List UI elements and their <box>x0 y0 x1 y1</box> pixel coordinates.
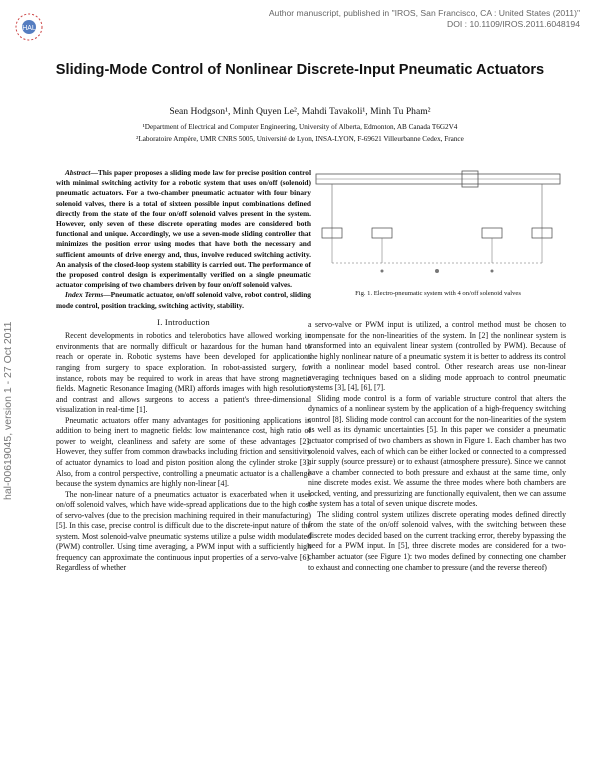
index-terms <box>56 290 311 310</box>
header-line-1: Author manuscript, published in "IROS, San Francisco, CA : United States (2011)" <box>268 8 580 18</box>
intro-paragraph-1: Recent developments in robotics and telerobotics have allowed working in environments that are normally difficult or hazardous for the human hand to reach or operate in. Robotic systems have been developed for applications ranging from surgery to space exploration. In robot-assisted surgery, for instance, robots may be required to work in areas that have strong magnetic fields. Magnetic Resonance Imaging (MRI) affords images with high resolution and contrast and allows surgeons to access a patient's three-dimensional visualization in real-time [1]. <box>56 331 311 415</box>
affiliations <box>0 122 600 145</box>
right-paragraph-3: The sliding control system utilizes discrete operating modes defined directly from the state of the on/off solenoid valves, with the switching between these discrete modes decided based on the current tracking error, thereby bypassing the need for a PWM input. In [5], three discrete modes are considered for a two-chamber actuator (see Figure 1): two modes defined by connecting one chamber to exhaust and connecting one chamber to pressure (and the reverse thereof) <box>308 509 566 572</box>
author-list: Sean Hodgson¹, Minh Quyen Le², Mahdi Tavakoli¹, Minh Tu Pham² <box>169 106 431 117</box>
abstract <box>56 168 311 290</box>
section-heading: I. Introduction <box>157 316 210 327</box>
abstract-label: Abstract <box>65 168 91 177</box>
electro-pneumatic-figure <box>312 168 564 278</box>
right-paragraph-2: Sliding mode control is a form of variable structure control that alters the dynamics of a nonlinear system by the application of a high-frequency switching control [8]. Sliding mode control can account for the non-linearities of the system as well as its dynamic uncertainties [5]. In this paper we consider a pneumatic actuator comprised of two chambers as shown in Figure 1. Each chamber has two solenoid valves, each of which can be either locked or connected to a compressed air supply (source pressure) or to exhaust (atmosphere pressure). Since we cannot have a chamber connected to both pressure and exhaust at the same time, only nine discrete modes exist. We assume the three modes where both chambers are locked, venting, and pressurizing are functionally equivalent, then we can assume the system has a total of seven unique discrete modes. <box>308 393 566 509</box>
affiliation-1: ¹Department of Electrical and Computer Engineering, University of Alberta, Edmonton, AB Canada T6G2V4 <box>142 123 458 131</box>
paper-title: Sliding-Mode Control of Nonlinear Discrete-Input Pneumatic Actuators <box>55 62 545 78</box>
intro-paragraph-3: The non-linear nature of a pneumatics actuator is exacerbated when it uses on/off solenoid valves, which have wide-spread applications due to the high cost of servo-valves (due to the precision machining required in their manufacturing) [5]. In this case, precise control is difficult due to the discrete-input nature of the system. Most solenoid-valve pneumatic systems utilize a pulse width modulated (PWM) controller. Using time averaging, a PWM input with a sufficiently high frequency can approximate the continuous input properties of a servo-valve [6]. Regardless of whether <box>56 489 311 573</box>
figure-caption: Fig. 1. Electro-pneumatic system with 4 on/off solenoid valves <box>355 290 521 297</box>
header-doi[interactable]: DOI : 10.1109/IROS.2011.6048194 <box>447 19 580 29</box>
hal-side-identifier: hal-00619045, version 1 - 27 Oct 2011 <box>2 321 14 500</box>
left-column <box>56 168 311 574</box>
index-terms-text: —Pneumatic actuator, on/off solenoid valve, robot control, sliding mode control, position tracking, switching activity, stability. <box>56 290 311 310</box>
intro-paragraph-2: Pneumatic actuators offer many advantages for positioning applications in addition to being inert to magnetic fields: low maintenance cost, high ratio of power to weight, cleanliness and safety are some of these advantages [2]. However, they suffer from common drawbacks including friction and sensitivity of actuator dynamics to load and piston position along the cylinder stroke [3]. Also, from a control perspective, controlling a pneumatic actuator is a challenge because the system dynamics are highly non-linear [4]. <box>56 415 311 489</box>
affiliation-2: ²Laboratoire Ampère, UMR CNRS 5005, Université de Lyon, INSA-LYON, F-69621 Villeurbanne Cedex, France <box>136 134 464 143</box>
right-paragraph-1: a servo-valve or PWM input is utilized, a control method must be chosen to compensate for the non-linearities of the system. In [2] the nonlinear system is transformed into an equivalent linear system (controlled by PWM). Because of the highly nonlinear nature of a pneumatic system it is better to address its control with a nonlinear model based control. Other research areas use non-linear averaging techniques based on a sliding mode approach to control pneumatic systems [3], [4], [6], [7]. <box>308 320 566 393</box>
manuscript-header <box>269 8 580 30</box>
hal-logo-icon <box>14 12 44 42</box>
svg-text:HAL: HAL <box>22 25 36 32</box>
abstract-text: —This paper proposes a sliding mode law for precise position control with minimal switching activity for a robotic system that uses on/off (solenoid) pneumatic actuators. For a two-chamber pneumatic actuator with four binary solenoid valves, there is a total of sixteen possible input combinations defined directly from the state of the four on/off solenoid valves present in the system. However, only seven of these discrete operating modes are considered both functional and unique. Accordingly, we use a seven-mode sliding controller that minimizes the position error using modes that have both the necessary and sufficient amounts of drive energy and, thus, involve reduced switching activity. An analysis of the closed-loop system stability is carried out. The performance of the proposed control design is experimentally verified on a single pneumatic actuator comprising of two chambers driven by four on/off solenoid valves. <box>56 168 311 290</box>
right-column <box>308 320 566 573</box>
index-terms-label: Index Terms <box>65 290 104 300</box>
